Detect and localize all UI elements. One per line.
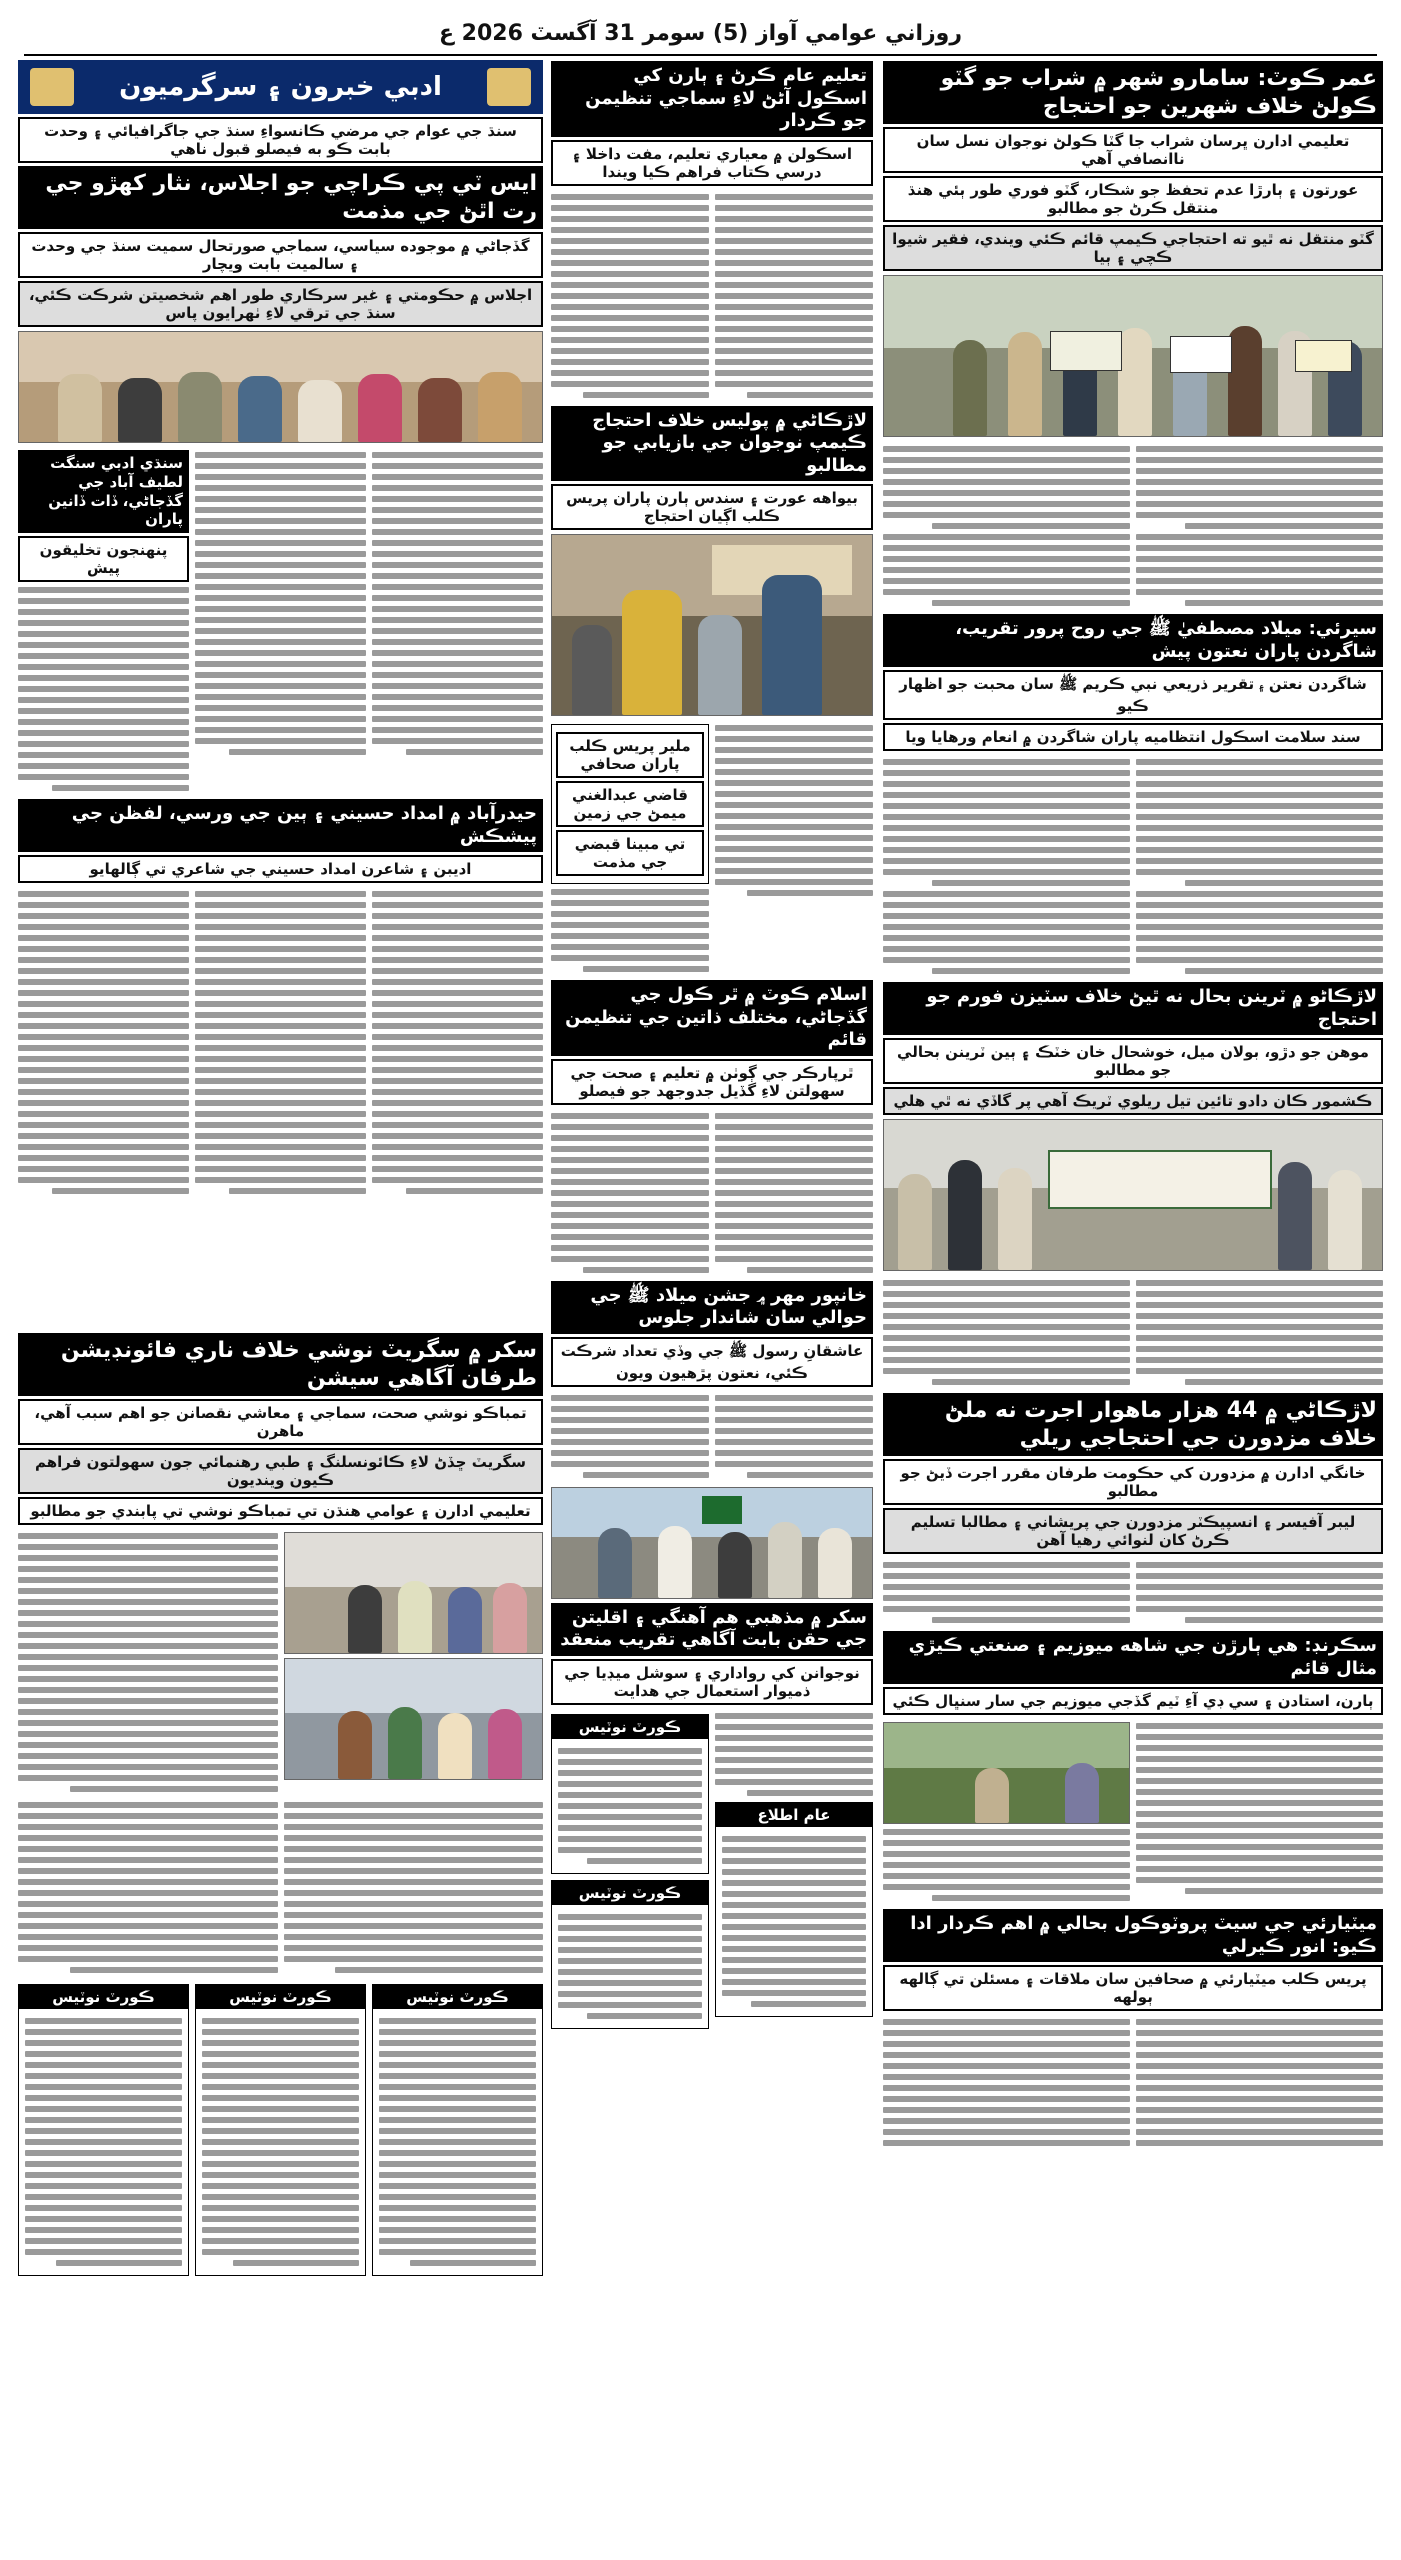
subheadline: نوجوانن کي رواداري ۽ سوشل ميڊيا جي ذميوار استعمال جي هدايت (551, 1659, 873, 1705)
headline: عمر ڪوٽ: سامارو شهر ۾ شراب جو گٽو ڪولڻ خلاف شهرين جو احتجاج (883, 61, 1383, 124)
headline: سنڌي ادبي سنگت لطيف آباد جي گڏجاڻي، ڏات ڏانين پاران (18, 450, 189, 533)
article-body (551, 1108, 873, 1278)
news-photo-session-2 (284, 1658, 544, 1780)
headline: حيدرآباد ۾ امداد حسيني ۽ ٻين جي ورسي، لفظن جي پيشڪش (18, 799, 543, 852)
side-box (551, 724, 709, 884)
article-body (551, 189, 873, 403)
headline: لاڙڪاڻو ۾ ٽرينن بحال نه ٿيڻ خلاف سٽيزن فورم جو احتجاج (883, 982, 1383, 1035)
subheadline: پريس ڪلب ميٽيارئي ۾ صحافين سان ملاقات ۽ مسئلن تي ڳالهه ٻولهه (883, 1965, 1383, 2011)
news-photo-family-protest (551, 534, 873, 716)
subheadline: تمباڪو نوشي صحت، سماجي ۽ معاشي نقصانن جو اهم سبب آهي، ماهرن (18, 1399, 543, 1445)
headline: ميٽيارئي جي سيٽ پروٽوڪول بحالي ۾ اهم ڪردار ادا ڪيو: انور ڪيرلي (883, 1909, 1383, 1962)
headline: لاڙڪاڻي ۾ 44 هزار ماهوار اجرت نه ملڻ خلاف مزدورن جي احتجاجي ريلي (883, 1393, 1383, 1456)
subheadline: تعليمي ادارن ۽ عوامي هنڌن تي تمباڪو نوشي تي پابندي جو مطالبو (18, 1497, 543, 1525)
banner-title: ادبي خبرون ۽ سرگرميون (119, 72, 442, 102)
column-left (18, 58, 543, 1328)
box-line: قاضي عبدالغني ميمڻ جي زمين (556, 781, 704, 827)
article-body (883, 1718, 1383, 1906)
notice-box (551, 1714, 709, 1874)
notice-title: ڪورٽ نوٽيس (552, 1881, 708, 1905)
subheadline: موهن جو دڙو، بولان ميل، خوشحال خان خٽڪ ۽ ٻين ٽرينن بحالي جو مطالبو (883, 1038, 1383, 1084)
column-right (883, 58, 1383, 2536)
subheadline: خانگي ادارن ۾ مزدورن کي حڪومت طرفان مقرر اجرت ڏيڻ جو مطالبو (883, 1459, 1383, 1505)
article-body (883, 754, 1383, 979)
subheadline: عورتون ۽ ٻارڙا عدم تحفظ جو شڪار، گٽو فوري طور ٻئي هنڌ منتقل ڪرڻ جو مطالبو (883, 176, 1383, 222)
subheadline: گڏجاڻي ۾ موجوده سياسي، سماجي صورتحال سميت سنڌ جي وحدت ۽ سالميت بابت ويچار (18, 232, 543, 278)
headline: لاڙڪاڻي ۾ پوليس خلاف احتجاج ڪيمپ نوجوان جي بازيابي جو مطالبو (551, 406, 873, 482)
notices-row (18, 1978, 543, 2282)
books-icon (487, 68, 531, 106)
subheadline: سند سلامت اسڪول انتظاميه پاران شاگردن ۾ انعام ورهايا ويا (883, 723, 1383, 751)
subheadline: ٿرپارڪر جي ڳوٺن ۾ تعليم ۽ صحت جي سهولتن لاءِ گڏيل جدوجهد جو فيصلو (551, 1059, 873, 1105)
headline: ايس ٽي پي ڪراچي جو اجلاس، نثار کهڙو جي رت اٿڻ جي مذمت (18, 166, 543, 229)
headline: سڪرنڊ: هي ٻارڙن جي شاهه ميوزيم ۽ صنعتي ڪيڙي مثال قائم (883, 1631, 1383, 1684)
news-photo-museum (883, 1722, 1130, 1824)
notice-title: ڪورٽ نوٽيس (373, 1985, 542, 2009)
quill-icon (30, 68, 74, 106)
subheadline: گٽو منتقل نه ٿيو ته احتجاجي ڪيمپ قائم ڪئي ويندي، فقير شيوا ڪچي ۽ ٻيا (883, 225, 1383, 271)
subheadline: پنهنجون تخليقون پيش (18, 536, 189, 582)
box-line: ملير پريس ڪلب پاران صحافي (556, 732, 704, 778)
article-body (18, 1797, 543, 1978)
subheadline: عاشقانِ رسول ﷺ جي وڏي تعداد شرڪت ڪئي، نعتون پڙهيون ويون (551, 1337, 873, 1387)
article-body (18, 886, 543, 1199)
article-body (551, 720, 873, 977)
notice-title: ڪورٽ نوٽيس (19, 1985, 188, 2009)
article-body (883, 2014, 1383, 2151)
masthead-line: روزاني عوامي آواز (5) سومر 31 آگسٽ 2026 ع (438, 21, 963, 46)
news-photo-train-protest (883, 1119, 1383, 1271)
news-photo-protest (883, 275, 1383, 437)
column-middle (551, 58, 873, 2536)
subheadline: ليبر آفيسر ۽ انسپيڪٽر مزدورن جي پريشاني ۽ مطالبا تسليم ڪرڻ کان لنوائي رهيا آهن (883, 1508, 1383, 1554)
column-left-lower (18, 1330, 543, 2536)
article-body (551, 1390, 873, 1483)
headline: خانپور مهر ۾ جشن ميلاد ﷺ جي حوالي سان شاندار جلوس (551, 1281, 873, 1334)
notice-box (715, 1802, 873, 2017)
subheadline: اجلاس ۾ حڪومتي ۽ غير سرڪاري طور اهم شخصيتن شرڪت ڪئي، سنڌ جي ترقي لاءِ ٺهرايون پاس (18, 281, 543, 327)
article-body (551, 1708, 873, 2035)
news-photo-gathering (551, 1487, 873, 1599)
section-banner (18, 60, 543, 114)
notice-box (372, 1984, 543, 2276)
subheadline: ٻارن، استادن ۽ سي ڊي آءِ ٽيم گڏجي ميوزيم جي سار سنڀال ڪئي (883, 1687, 1383, 1715)
subheadline: سگريٽ ڇڏڻ لاءِ ڪائونسلنگ ۽ طبي رهنمائي جون سهولتون فراهم ڪيون وينديون (18, 1448, 543, 1494)
notice-title: ڪورٽ نوٽيس (196, 1985, 365, 2009)
article-body (18, 447, 543, 796)
news-photo-meeting (18, 331, 543, 443)
subheadline: اديبن ۽ شاعرن امداد حسيني جي شاعري تي ڳالهايو (18, 855, 543, 883)
subheadline: اسڪولن ۾ معياري تعليم، مفت داخلا ۽ درسي ڪتاب فراهم ڪيا ويندا (551, 140, 873, 186)
subheadline: تعليمي ادارن ڀرسان شراب جا گٽا ڪولڻ نوجوان نسل سان ناانصافي آهي (883, 127, 1383, 173)
headline: سکر ۾ مذهبي هم آهنگي ۽ اقليتن جي حقن بابت آگاهي تقريب منعقد (551, 1603, 873, 1656)
headline: اسلام ڪوٽ ۾ ٿر ڪول جي گڏجاڻي، مختلف ذاتين جي تنظيمن قائم (551, 980, 873, 1056)
article-body (883, 1557, 1383, 1628)
notice-box (18, 1984, 189, 2276)
article-body (883, 1275, 1383, 1390)
headline: سکر ۾ سگريٽ نوشي خلاف ناري فائونڊيشن طرفان آگاهي سيشن (18, 1333, 543, 1396)
notice-title: عام اطلاع (716, 1803, 872, 1827)
subheadline: ڪشمور ڪان دادو تائين تيل ريلوي ٽريڪ آهي پر گاڏي نه ٿي هلي (883, 1087, 1383, 1115)
news-photo-session-1 (284, 1532, 544, 1654)
box-line: تي مبينا قبضي جي مذمت (556, 830, 704, 876)
subheadline: سنڌ جي عوام جي مرضي ڪانسواءِ سنڌ جي جاگرافيائي ۽ وحدت بابت ڪو به فيصلو قبول ناهي (18, 117, 543, 163)
subheadline: شاگردن نعتن ۽ تقرير ذريعي نبي ڪريم ﷺ سان محبت جو اظهار ڪيو (883, 670, 1383, 720)
headline: سيرئي: ميلاد مصطفيٰ ﷺ جي روح پرور تقريب، شاگردن پاران نعتون پيش (883, 614, 1383, 667)
subheadline: بيواهه عورت ۽ سندس ٻارن پاران پريس ڪلب اڳيان احتجاج (551, 484, 873, 530)
masthead (24, 14, 1377, 56)
notice-title: ڪورٽ نوٽيس (552, 1715, 708, 1739)
headline: تعليم عام ڪرڻ ۽ ٻارن کي اسڪول آڻڻ لاءِ سماجي تنظيمن جو ڪردار (551, 61, 873, 137)
notice-box (551, 1880, 709, 2029)
article-body (883, 441, 1383, 611)
notice-box (195, 1984, 366, 2276)
